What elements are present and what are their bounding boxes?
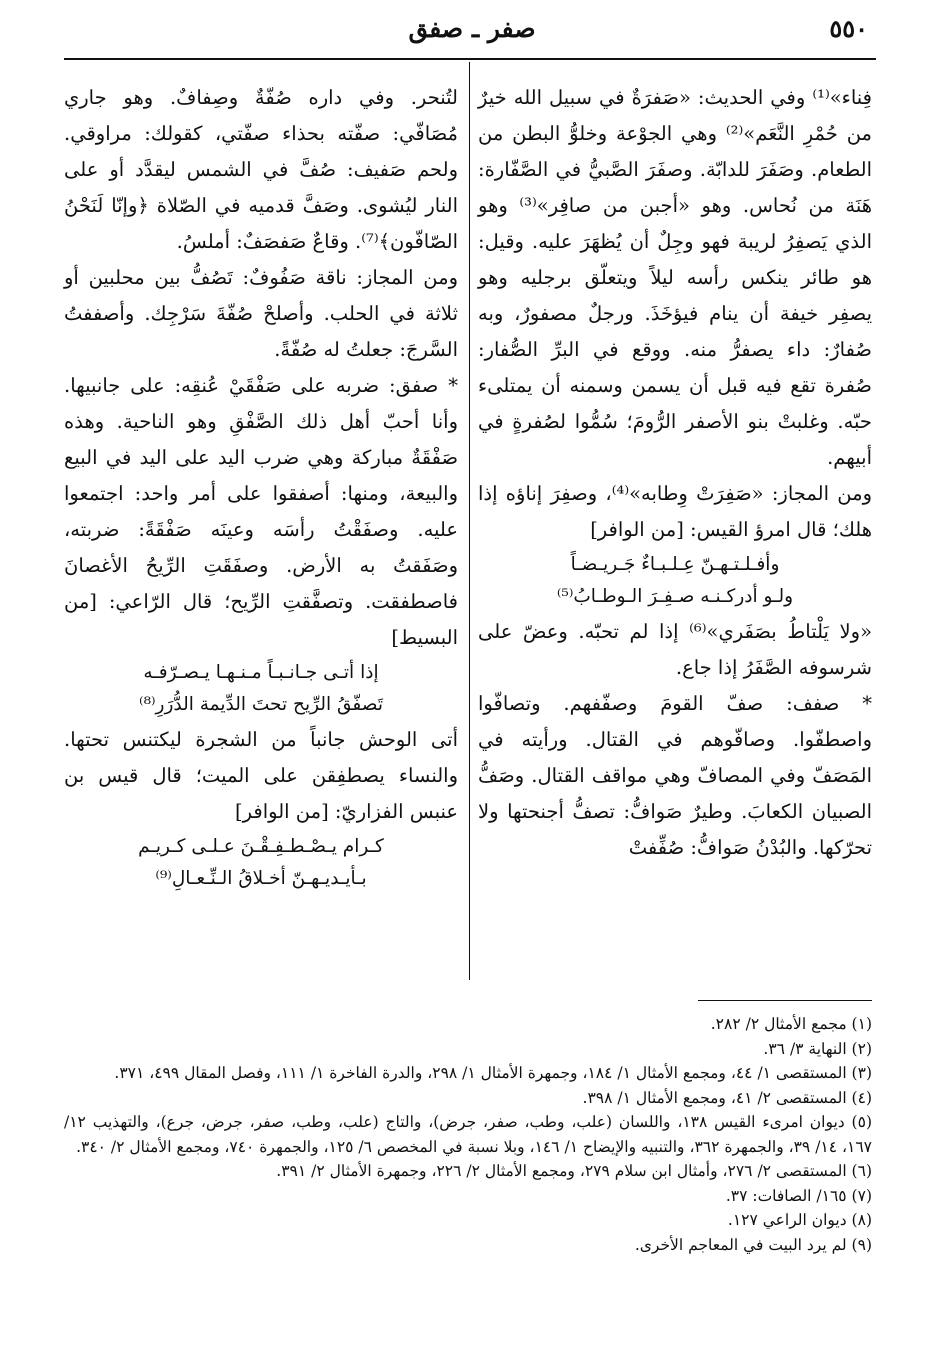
column-divider [469, 62, 470, 980]
verse-line: ولـو أدركـنـه صـفِـرَ الـوطـابُ⁽⁵⁾ [556, 586, 794, 607]
paragraph: ومن المجاز: ناقة صَفُوفٌ: تَصُفُّ بين محلبين أو ثلاثة في الحلب. وأصلحْ صُفّةَ سَرْجِك. وأصففتُ السَّرجَ: جعلتُ له صُفّةً. [64, 266, 458, 361]
footnote: (٣) المستقصى ١/ ٤٤، ومجمع الأمثال ١/ ١٨٤، وجمهرة الأمثال ١/ ٢٩٨، والدرة الفاخرة ١/ ١١١، وفصل المقال ٤٩٩، ٣٧١. [114, 1064, 872, 1082]
footnote-rule [698, 1000, 872, 1001]
header-rule [64, 58, 876, 60]
paragraph: «ولا يَلْتاطُ بصَفَري»⁽⁶⁾ إذا لم تحبّه. وعضّ على شرسوفه الصَّفَرُ إذا جاع. [478, 620, 872, 679]
footnote: (٩) لم يرد البيت في المعاجم الأخرى. [634, 1235, 872, 1254]
footnotes [64, 1012, 872, 1257]
verse-line: تَصفّقُ الرِّيح تحتَ الدِّيمة الدُّرَرِ⁽⁸⁾ [139, 694, 383, 715]
footnote: (٥) ديوان امرىء القيس ١٣٨، واللسان (علب، وطب، صفر، جرض)، والتاج (علب، وطب، صفر، جرض، جرع)، والتهذيب ١٢/ ١٦٧، ١٤/ ٣٩، والجمهرة ٣٦٢، والتنبيه والإيضاح ١/ ١٤٦، وبلا نسبة في المخصص ٦/ ١٢٥، والجمهرة ٧٤٠، ومجمع الأمثال ٢/ ٣٤٠. [64, 1113, 872, 1156]
left-column [64, 80, 458, 896]
paragraph: أتى الوحش جانباً من الشجرة ليكتنس تحتها. والنساء يصطفِقن على الميت؛ قال قيس بن عنبس الفزاريّ: [من الوافر] [64, 728, 458, 823]
footnote: (٤) المستقصى ٢/ ٤١، ومجمع الأمثال ١/ ٣٩٨. [582, 1088, 872, 1107]
verse-line: بـأيـديـهـنّ أخـلاقُ الـنِّـعـالِ⁽⁹⁾ [155, 868, 367, 889]
verse-line: وأفـلـتـهـنّ عِـلـبـاءٌ جَـريـضـاً [570, 554, 780, 575]
paragraph: * صفق: ضربه على صَفْقَيْ عُنقِه: على جانبيها. وأنا أحبّ أهل ذلك الصَّفْقِ وهو الناحية. وهذه صَفْقَةٌ مباركة وهي ضرب اليد على اليد في البيع والبيعة، ومنها: أصفقوا على أمر واحد: اجتمعوا عليه. وصفَقْتُ رأسَه وعينَه صَفْقَةً: ضربته، وصَفَقتُ به الأرض. وصفَقَتِ الرِّيحُ الأغصانَ فاصطفقت. وتصفَّقتِ الرِّيح؛ قال الرّاعي: [من البسيط] [64, 374, 458, 649]
verse-line: كـرام يـصْـطـفِـقْـنَ عـلـى كـريـم [138, 836, 384, 857]
paragraph: لتُنحر. وفي داره صُفّةٌ وصِفافٌ. وهو جاري مُصَافّي: صفّته بحذاء صفّتي، كقولك: مراوقي. ولحم صَفيف: صُفَّ في الشمس ليقدَّد أو على النار ليُشوى. وصَفَّ قدميه في الصّلاة ﴿وإنّا لَنَحْنُ الصّافّون﴾⁽⁷⁾. وقاعٌ صَفصَفٌ: أملسُ. [64, 86, 458, 253]
page-number: ٥٥٠ [829, 14, 868, 43]
paragraph: ومن المجاز: «صَفِرَتْ وِطابه»⁽⁴⁾، وصفِرَ إناؤه إذا هلك؛ قال امرؤ القيس: [من الوافر] [478, 482, 872, 541]
right-column [478, 80, 872, 866]
footnote: (٢) النهاية ٣/ ٣٦. [763, 1039, 872, 1058]
verse-line: إذا أتـى جـانـبـاً مـنـهـا يـصـرّفـه [143, 662, 379, 683]
footnote: (٦) المستقصى ٢/ ٢٧٦، وأمثال ابن سلام ٢٧٩، ومجمع الأمثال ٢/ ٢٢٦، وجمهرة الأمثال ٢/ ٣٩١. [276, 1162, 872, 1180]
footnote: (١) مجمع الأمثال ٢/ ٢٨٢. [710, 1015, 872, 1033]
paragraph: فِناء»⁽¹⁾ وفي الحديث: «صَفرَةٌ في سبيل الله خيرٌ من حُمْرِ النَّعَم»⁽²⁾ وهي الجوْعة وخلوُّ البطن من الطعام. وصَفَرَ للدابّة. وصفَرَ الصَّبيُّ في الصَّفّارة: هَنَة من نُحاس. وهو «أجبن من صافِر»⁽³⁾ وهو الذي يَصفِرُ لريبة فهو وجِلٌ أن يُظهَرَ عليه. وقيل: هو طائر ينكس رأسه ليلاً ويتعلّق برجليه وهو يصفِر خيفة أن ينام فيؤخَذَ. ورجلٌ مصفورٌ، وبه صُفارٌ: داء يصفرُّ منه. ووقع في البرِّ الصُّفار: صُفرة تقع فيه قبل أن يسمن وسمنه أن يمتلىء حبّه. وغلبتْ بنو الأصفر الرُّومَ؛ سُمُّوا لصُفرةٍ في أبيهم. [478, 86, 873, 469]
footnote: (٧) ١٦٥/ الصافات: ٣٧. [725, 1186, 872, 1205]
paragraph: * صفف: صفّ القومَ وصفّفهم. وتصافّوا واصطفّوا. وصافّوهم في القتال. ورأيته في المَصَفّ وفي المصافّ وهي مواقف القتال. وصَفُّ الصبيان الكعابَ. وطيرٌ صَوافُّ: تصفُّ أجنحتها ولا تحرّكها. والبُدْنُ صَوافُّ: صُفِّفتْ [478, 692, 872, 859]
footnote: (٨) ديوان الراعي ١٢٧. [727, 1211, 872, 1229]
running-head: صفر ـ صفق [408, 14, 536, 43]
